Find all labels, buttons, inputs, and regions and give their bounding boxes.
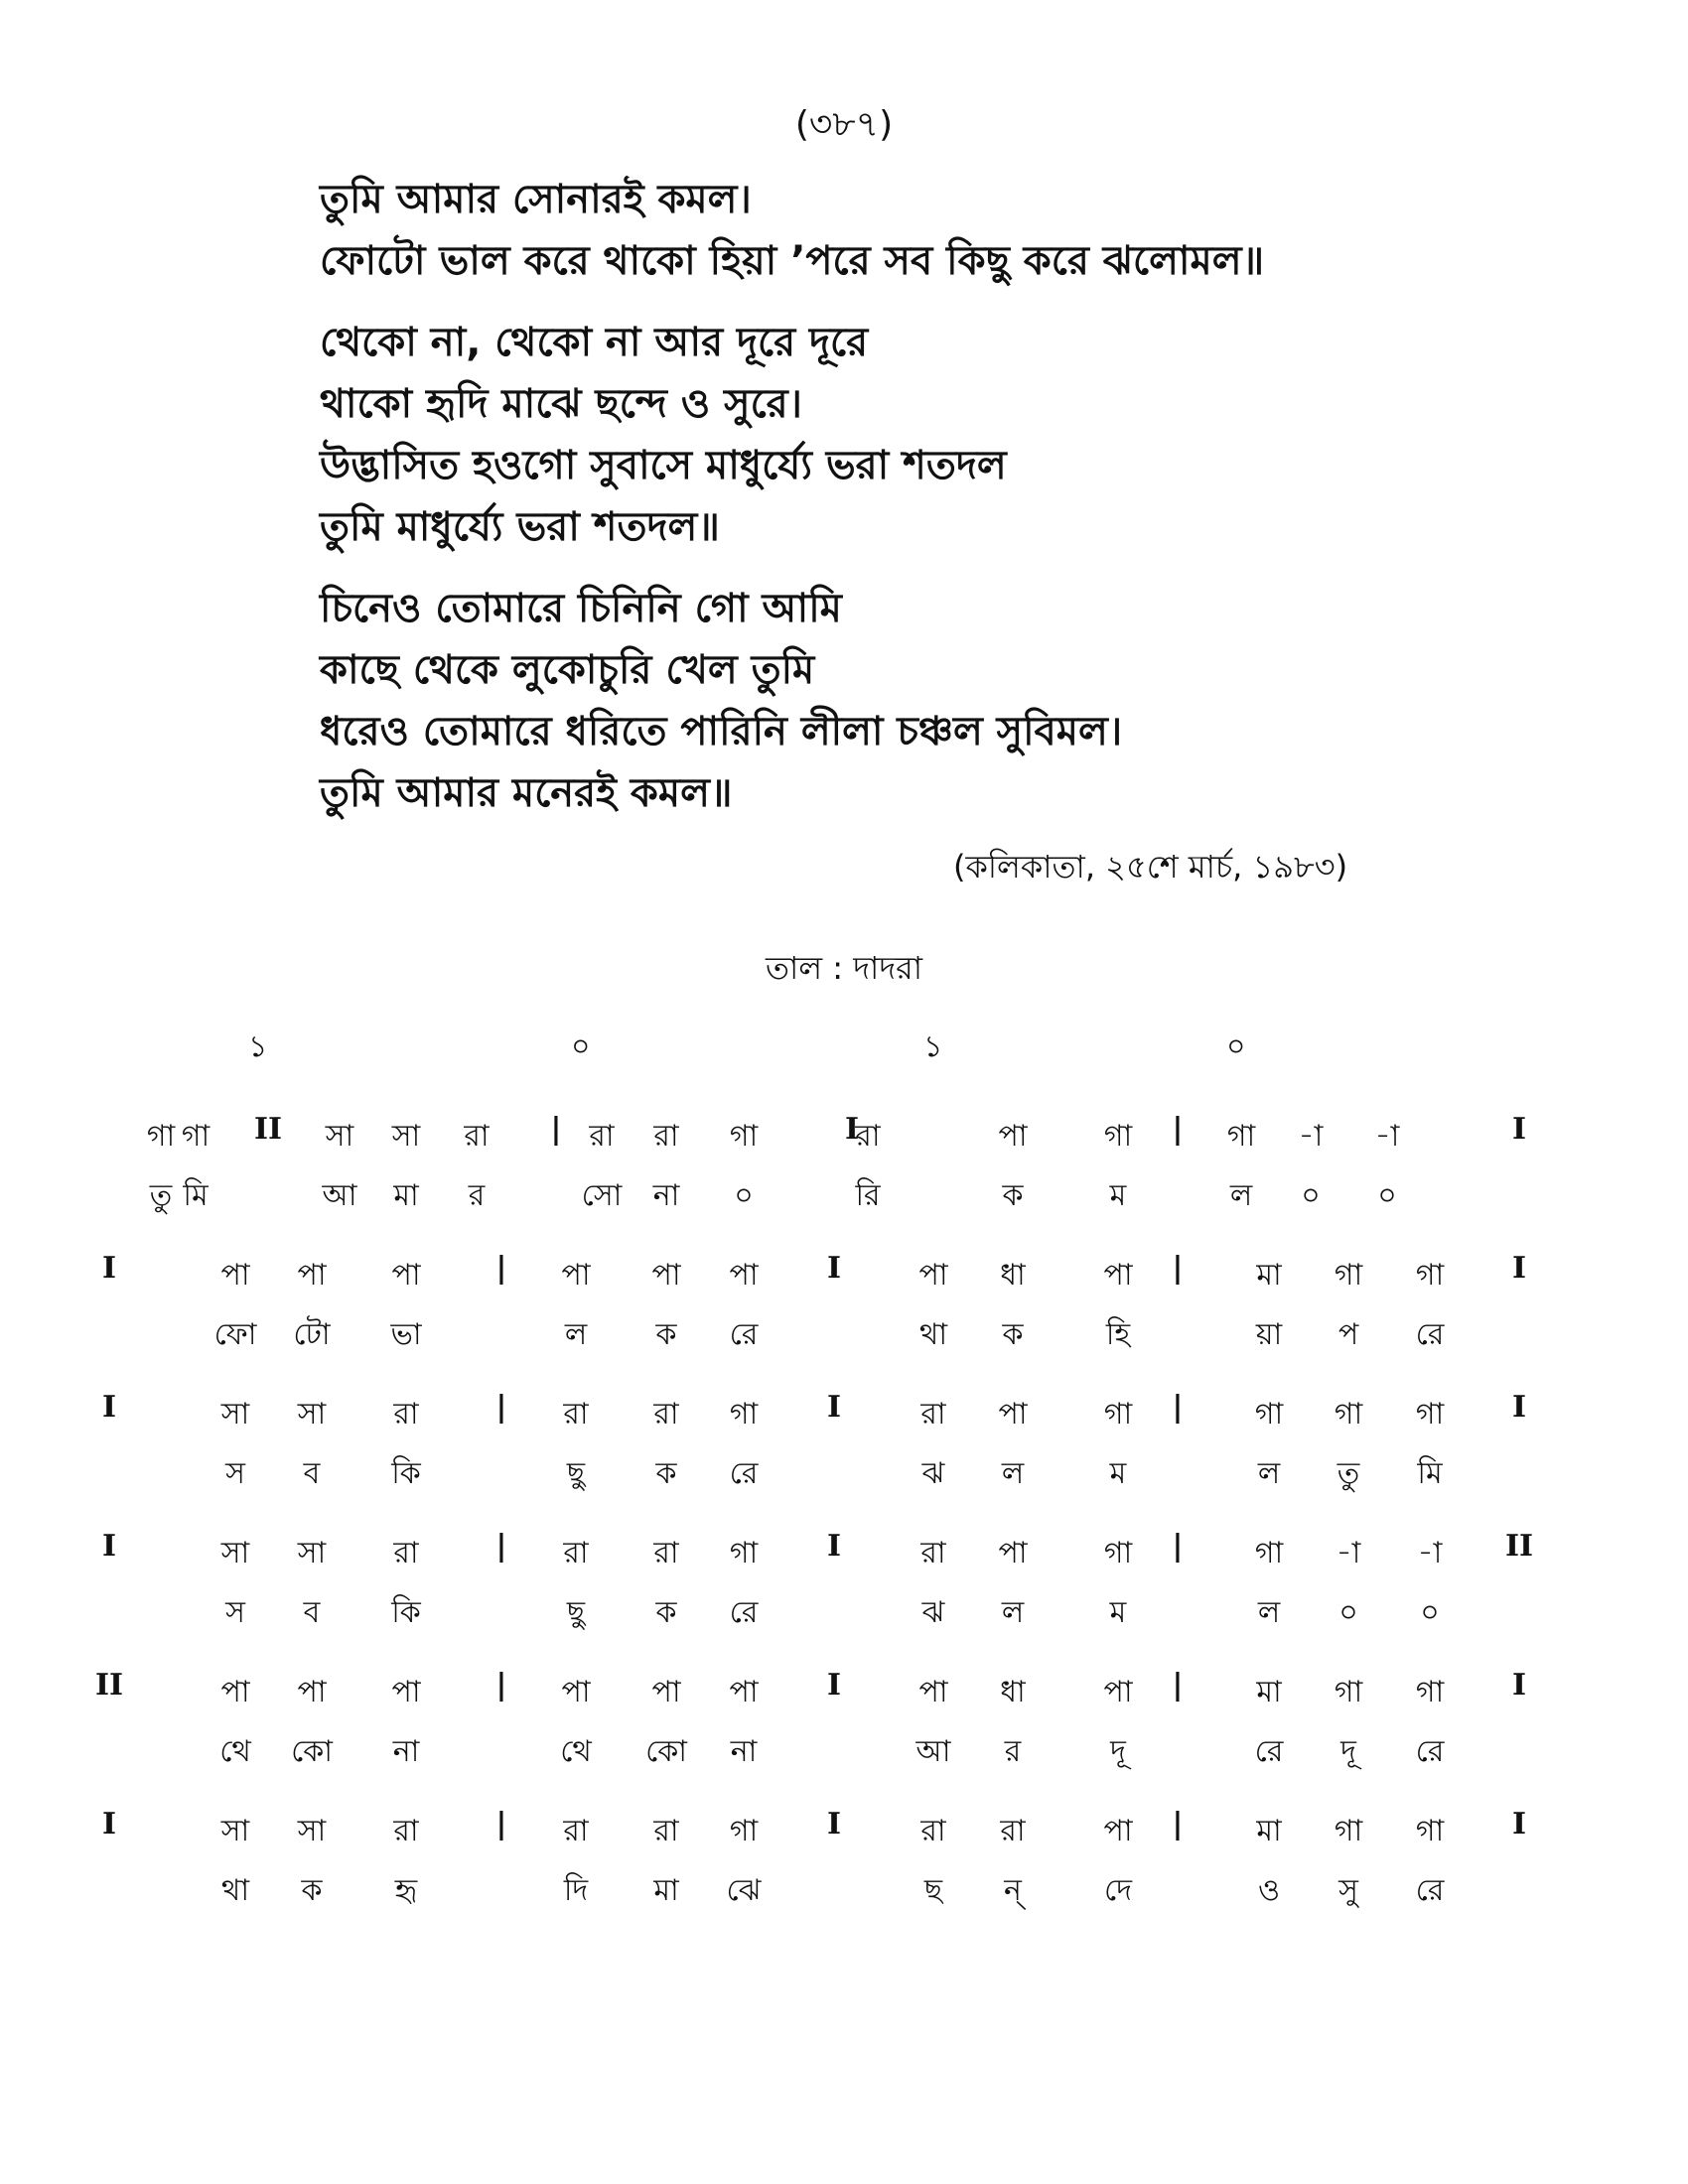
swara-note: -া — [1336, 1536, 1361, 1570]
notation-table — [94, 1112, 1549, 1946]
swara-note: পা — [1103, 1814, 1133, 1848]
lyric-syllable: ব — [303, 1456, 321, 1491]
lyric-syllable: থা — [220, 1873, 250, 1908]
poem-line: তুমি মাধুর্য্যে ভরা শতদল॥ — [320, 504, 720, 550]
lyric-syllable: ন্ — [1004, 1873, 1022, 1908]
swara-note: পা — [918, 1675, 948, 1709]
bar-line: | — [1172, 1112, 1184, 1147]
lyric-syllable: মি — [183, 1178, 209, 1213]
bar-line: I — [826, 1668, 842, 1703]
bar-line: I — [101, 1807, 117, 1842]
bar-line: I — [101, 1251, 117, 1286]
swara-note: মা — [1256, 1675, 1282, 1709]
stanza — [320, 578, 1392, 824]
beat-mark: ১ — [248, 1029, 268, 1064]
lyric-syllable: তু — [149, 1178, 173, 1213]
swara-note: গা — [1334, 1675, 1363, 1709]
lyric-syllable: স — [225, 1595, 245, 1630]
bar-line: I — [826, 1251, 842, 1286]
lyric-syllable: ল — [1257, 1456, 1281, 1491]
swara-note: পা — [297, 1675, 327, 1709]
lyric-syllable: কি — [391, 1456, 421, 1491]
swara-note: গা — [1415, 1814, 1445, 1848]
lyric-syllable: ক — [655, 1456, 677, 1491]
swara-note: পা — [998, 1397, 1028, 1432]
swara-note: রা — [393, 1397, 419, 1432]
swara-note: রা — [563, 1536, 589, 1570]
swara-note: পা — [220, 1675, 250, 1709]
bar-line: | — [1172, 1807, 1184, 1842]
poem-line: চিনেও তোমারে চিনিনি গো আমি — [320, 586, 842, 631]
lyric-syllable: ক — [655, 1595, 677, 1630]
swara-note: -া — [1374, 1119, 1400, 1154]
lyric-syllable: ক — [1002, 1178, 1024, 1213]
swara-note: সা — [297, 1814, 327, 1848]
bar-line: I — [826, 1807, 842, 1842]
lyric-syllable: প — [1337, 1317, 1359, 1352]
poem-line: ধরেও তোমারে ধরিতে পারিনি লীলা চঞ্চল সুবিমল। — [320, 709, 1123, 754]
lyric-syllable: আ — [915, 1734, 951, 1769]
swara-note: রা — [393, 1814, 419, 1848]
swara-note: সা — [297, 1536, 327, 1570]
lyric-syllable: র — [1004, 1734, 1022, 1769]
swara-note: গা — [729, 1397, 759, 1432]
poem-line: তুমি আমার মনেরই কমল॥ — [320, 770, 733, 816]
lyric-syllable: স — [225, 1456, 245, 1491]
lyric-syllable: ল — [1001, 1456, 1025, 1491]
bar-line: I — [1511, 1112, 1527, 1147]
swara-note: গা — [1415, 1258, 1445, 1293]
poem-line: উদ্ভাসিত হওগো সুবাসে মাধুর্য্যে ভরা শতদল — [320, 443, 1007, 488]
lyric-syllable: ও — [1257, 1873, 1281, 1908]
swara-note: গা — [729, 1536, 759, 1570]
lyric-syllable: হৃ — [394, 1873, 418, 1908]
lyric-syllable: রে — [1254, 1734, 1284, 1769]
lyric-syllable: ঝ — [921, 1456, 945, 1491]
swara-note: পা — [729, 1258, 759, 1293]
lyric-syllable: ক — [655, 1317, 677, 1352]
poem-line: তুমি আমার সোনারই কমল। — [320, 177, 752, 222]
lyric-syllable: মা — [393, 1178, 419, 1213]
lyric-syllable: ল — [1229, 1178, 1253, 1213]
bar-line: I — [1511, 1251, 1527, 1286]
lyric-syllable: ঝ — [921, 1595, 945, 1630]
notation-row — [101, 1807, 1549, 1946]
swara-note: -া — [1417, 1536, 1443, 1570]
bar-line: | — [1172, 1529, 1184, 1564]
beat-marks — [0, 1023, 1688, 1072]
lyric-syllable: তু — [1336, 1456, 1360, 1491]
swara-note: গা — [729, 1814, 759, 1848]
swara-note: গা — [1103, 1397, 1133, 1432]
bar-line: I — [826, 1390, 842, 1425]
lyric-syllable: রি — [855, 1178, 881, 1213]
swara-note: পা — [561, 1675, 591, 1709]
swara-note: গা — [181, 1119, 211, 1154]
lyric-syllable: ছ — [923, 1873, 943, 1908]
swara-note: গা — [1334, 1397, 1363, 1432]
lyric-syllable: ল — [1257, 1595, 1281, 1630]
bar-line: | — [550, 1112, 562, 1147]
notation-row — [139, 1112, 1549, 1251]
lyric-syllable: কো — [291, 1734, 333, 1769]
lyric-syllable: ম — [1109, 1456, 1127, 1491]
swara-note: গা — [1103, 1536, 1133, 1570]
swara-note: গা — [1103, 1119, 1133, 1154]
lyric-syllable: র — [468, 1178, 486, 1213]
swara-note: সা — [391, 1119, 421, 1154]
swara-note: ধা — [1000, 1675, 1026, 1709]
swara-note: সা — [220, 1536, 250, 1570]
lyric-syllable: ব — [303, 1595, 321, 1630]
notation-row — [101, 1251, 1549, 1390]
swara-note: সা — [220, 1397, 250, 1432]
swara-note: গা — [1226, 1119, 1256, 1154]
swara-note: পা — [998, 1536, 1028, 1570]
lyric-syllable: দূ — [1340, 1734, 1356, 1769]
lyric-syllable: ল — [564, 1317, 588, 1352]
lyric-syllable: হি — [1105, 1317, 1131, 1352]
swara-note: পা — [1103, 1258, 1133, 1293]
bar-line: II — [253, 1112, 283, 1147]
swara-note: রা — [589, 1119, 615, 1154]
lyric-syllable: ০ — [1301, 1178, 1321, 1213]
poem-line: কাছে থেকে লুকোচুরি খেল তুমি — [320, 647, 815, 693]
bar-line: | — [495, 1390, 507, 1425]
swara-note: রা — [920, 1814, 946, 1848]
swara-note: -া — [1298, 1119, 1324, 1154]
swara-note: গা — [1334, 1814, 1363, 1848]
swara-note: সা — [220, 1814, 250, 1848]
lyric-syllable: সো — [581, 1178, 623, 1213]
lyric-syllable: ভা — [390, 1317, 422, 1352]
swara-note: রা — [464, 1119, 490, 1154]
lyric-syllable: ম — [1109, 1178, 1127, 1213]
swara-note: পা — [651, 1258, 681, 1293]
bar-line: I — [101, 1390, 117, 1425]
lyric-syllable: ক — [301, 1873, 323, 1908]
swara-note: রা — [920, 1397, 946, 1432]
bar-line: | — [495, 1529, 507, 1564]
lyric-syllable: সু — [1338, 1873, 1358, 1908]
swara-note: রা — [563, 1397, 589, 1432]
lyric-syllable: দূ — [1110, 1734, 1126, 1769]
lyric-syllable: মি — [1417, 1456, 1443, 1491]
swara-note: সা — [297, 1397, 327, 1432]
swara-note: পা — [729, 1675, 759, 1709]
lyric-syllable: ক — [1002, 1317, 1024, 1352]
swara-note: রা — [653, 1119, 679, 1154]
poem-line: থাকো হৃদি মাঝে ছন্দে ও সুরে। — [320, 381, 802, 427]
lyric-syllable: ০ — [1420, 1595, 1440, 1630]
swara-note: গা — [1415, 1675, 1445, 1709]
bar-line: | — [1172, 1251, 1184, 1286]
lyric-syllable: থা — [918, 1317, 948, 1352]
lyric-syllable: রে — [1415, 1873, 1445, 1908]
swara-note: পা — [1103, 1675, 1133, 1709]
swara-note: সা — [325, 1119, 354, 1154]
bar-line: I — [844, 1112, 860, 1147]
bar-line: | — [495, 1807, 507, 1842]
swara-note: পা — [561, 1258, 591, 1293]
beat-mark: ১ — [923, 1029, 943, 1064]
lyric-syllable: ০ — [734, 1178, 754, 1213]
lyric-syllable: কি — [391, 1595, 421, 1630]
page-number: (৩৮৭) — [794, 104, 894, 145]
date-line: (কলিকাতা, ২৫শে মার্চ, ১৯৮৩) — [953, 848, 1348, 886]
swara-note: পা — [918, 1258, 948, 1293]
swara-note: পা — [391, 1675, 421, 1709]
swara-note: গা — [729, 1119, 759, 1154]
lyric-syllable: রে — [1415, 1734, 1445, 1769]
poem-line: ফোটো ভাল করে থাকো হিয়া ’পরে সব কিছু করে ঝলোমল॥ — [320, 238, 1265, 284]
bar-line: I — [826, 1529, 842, 1564]
lyric-syllable: রে — [729, 1317, 759, 1352]
lyric-syllable: থে — [219, 1734, 251, 1769]
lyric-syllable: ল — [1001, 1595, 1025, 1630]
lyric-syllable: য়া — [1255, 1317, 1283, 1352]
swara-note: পা — [220, 1258, 250, 1293]
swara-note: মা — [1256, 1814, 1282, 1848]
lyric-syllable: থে — [560, 1734, 592, 1769]
poem-line: থেকো না, থেকো না আর দূরে দূরে — [320, 320, 869, 365]
lyric-syllable: ম — [1109, 1595, 1127, 1630]
bar-line: | — [495, 1668, 507, 1703]
lyric-syllable: ০ — [1377, 1178, 1397, 1213]
swara-note: রা — [393, 1536, 419, 1570]
bar-line: | — [1172, 1390, 1184, 1425]
swara-note: রা — [653, 1536, 679, 1570]
swara-note: গা — [1254, 1536, 1284, 1570]
bar-line: I — [1511, 1807, 1527, 1842]
poem-text — [320, 169, 1392, 844]
beat-mark: ০ — [571, 1029, 591, 1064]
swara-note: গা — [1254, 1397, 1284, 1432]
lyric-syllable: আ — [322, 1178, 357, 1213]
tala-title: তাল : দাদরা — [765, 949, 923, 987]
swara-note: রা — [920, 1536, 946, 1570]
bar-line: I — [101, 1529, 117, 1564]
lyric-syllable: রে — [1415, 1317, 1445, 1352]
notation-row — [101, 1529, 1549, 1668]
notation-row — [94, 1668, 1549, 1807]
notation-row — [101, 1390, 1549, 1529]
swara-note: রা — [653, 1397, 679, 1432]
swara-note: ধা — [1000, 1258, 1026, 1293]
lyric-syllable: না — [392, 1734, 420, 1769]
swara-note: গা — [146, 1119, 176, 1154]
lyric-syllable: ঝে — [726, 1873, 762, 1908]
lyric-syllable: ছু — [566, 1456, 586, 1491]
lyric-syllable: কো — [645, 1734, 687, 1769]
beat-mark: ০ — [1226, 1029, 1246, 1064]
swara-note: পা — [998, 1119, 1028, 1154]
lyric-syllable: মা — [653, 1873, 679, 1908]
lyric-syllable: না — [652, 1178, 680, 1213]
bar-line: II — [94, 1668, 124, 1703]
swara-note: রা — [653, 1814, 679, 1848]
swara-note: রা — [563, 1814, 589, 1848]
swara-note: পা — [297, 1258, 327, 1293]
lyric-syllable: রে — [729, 1456, 759, 1491]
bar-line: | — [495, 1251, 507, 1286]
swara-note: পা — [651, 1675, 681, 1709]
swara-note: মা — [1256, 1258, 1282, 1293]
lyric-syllable: টো — [293, 1317, 331, 1352]
lyric-syllable: দি — [563, 1873, 589, 1908]
lyric-syllable: ০ — [1338, 1595, 1358, 1630]
lyric-syllable: ছু — [566, 1595, 586, 1630]
swara-note: গা — [1334, 1258, 1363, 1293]
lyric-syllable: না — [730, 1734, 758, 1769]
swara-note: পা — [391, 1258, 421, 1293]
bar-line: I — [1511, 1668, 1527, 1703]
swara-note: রা — [855, 1119, 881, 1154]
lyric-syllable: রে — [729, 1595, 759, 1630]
bar-line: II — [1504, 1529, 1534, 1564]
bar-line: | — [1172, 1668, 1184, 1703]
lyric-syllable: ফো — [213, 1317, 257, 1352]
lyric-syllable: দে — [1104, 1873, 1132, 1908]
bar-line: I — [1511, 1390, 1527, 1425]
swara-note: রা — [1000, 1814, 1026, 1848]
swara-note: গা — [1415, 1397, 1445, 1432]
stanza — [320, 169, 1392, 292]
stanza — [320, 312, 1392, 558]
